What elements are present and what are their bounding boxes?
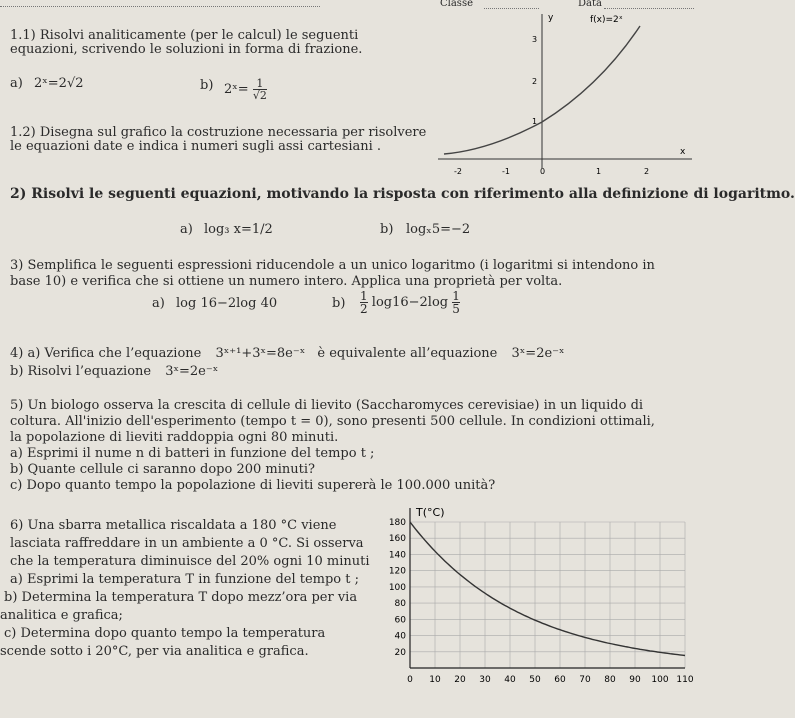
graph1-x-tick: 2 (644, 167, 650, 176)
ex1-b-equation (224, 78, 267, 101)
graph1-x-tick: 1 (596, 167, 602, 176)
ex2-b-label: b) (380, 222, 394, 237)
ex6-line2: lasciata raffreddare in un ambiente a 0 °C. Si osserva (10, 536, 364, 551)
ex3-line1: 3) Semplifica le seguenti espressioni riducendole a un unico logaritmo (i logaritmi si intendono in (10, 258, 655, 273)
graph1-y-label: y (548, 13, 554, 23)
graph1-x-tick: 0 (540, 167, 546, 176)
ex4-line1-text: 4) a) Verifica che l’equazione (10, 346, 202, 361)
graph1-y-tick-labels (532, 35, 537, 126)
graph1-x-tick: -1 (502, 167, 510, 176)
ex4-line1 (10, 346, 565, 361)
header-line (0, 0, 320, 7)
ex4-line1-equation2: 3ˣ=2e⁻ˣ (511, 346, 565, 361)
ex1-title2: equazioni, scrivendo le soluzioni in forma di frazione. (10, 42, 363, 57)
ex2-a-equation: log₃ x=1/2 (204, 222, 273, 237)
ex3-a-label: a) (152, 296, 165, 311)
chart-x-tick-label: 30 (479, 675, 491, 685)
ex6-line3: che la temperatura diminuisce del 20% ogni 10 minuti (10, 554, 370, 569)
ex2-title: 2) Risolvi le seguenti equazioni, motivando la risposta con riferimento alla definizione di logaritmo. (10, 186, 795, 202)
chart-y-tick-label: 60 (394, 615, 406, 626)
ex2-a-label: a) (180, 222, 193, 237)
ex3-b-num2: 1 (452, 289, 460, 303)
chart-x-tick-label: 70 (579, 675, 591, 685)
ex6-line1: 6) Una sbarra metallica riscaldata a 180 °C viene (10, 518, 337, 533)
chart-y-tick-label: 100 (388, 582, 406, 593)
chart-y-tick-label: 20 (394, 647, 406, 658)
ex2-b-equation: logₓ5=−2 (406, 222, 471, 237)
graph1-y-tick: 2 (532, 77, 538, 86)
chart-x-tick-label: 80 (604, 675, 616, 685)
chart-y-tick-label: 180 (388, 518, 406, 528)
graph1-y-tick: 1 (532, 117, 538, 126)
ex4-line1-text2: è equivalente all’equazione (317, 346, 498, 361)
ex6-line5: b) Determina la temperatura T dopo mezz’ora per via (4, 590, 358, 605)
ex3-a-equation: log 16−2log 40 (176, 296, 278, 311)
temperature-chart (380, 500, 696, 700)
ex6-line7: c) Determina dopo quanto tempo la temperatura (4, 626, 326, 641)
ex1-part2-line1: 1.2) Disegna sul grafico la costruzione necessaria per risolvere (10, 125, 427, 140)
chart-x-tick-label: 110 (676, 675, 694, 685)
ex5-line5: b) Quante cellule ci saranno dopo 200 minuti? (10, 462, 315, 477)
ex5-line2: coltura. All'inizio dell'esperimento (tempo t = 0), sono presenti 500 cellule. In condizioni ottimali, (10, 414, 655, 429)
date-label: Data (578, 0, 602, 9)
ex4-line1-equation: 3ˣ⁺¹+3ˣ=8e⁻ˣ (215, 346, 306, 361)
class-label: Classe (440, 0, 473, 9)
graph1-x-label: x (680, 147, 686, 157)
ex5-line1: 5) Un biologo osserva la crescita di cellule di lievito (Saccharomyces cerevisiae) in un liquido di (10, 398, 644, 413)
chart-y-tick-label: 80 (394, 599, 406, 610)
ex3-b-mid: log16−2log (371, 295, 449, 310)
chart-x-tick-label: 100 (651, 675, 669, 685)
graph1-y-tick: 3 (532, 35, 538, 44)
ex4-line2-equation: 3ˣ=2e⁻ˣ (165, 364, 219, 379)
ex6-line8: scende sotto i 20°C, per via analitica e grafica. (0, 644, 309, 659)
ex4-line2 (10, 364, 218, 379)
ex5-line6: c) Dopo quanto tempo la popolazione di lieviti supererà le 100.000 unità? (10, 478, 496, 493)
ex3-b-label: b) (332, 296, 346, 311)
ex6-line6: analitica e grafica; (0, 608, 123, 623)
chart-y-tick-label: 120 (388, 566, 406, 577)
graph1-x-tick: -2 (454, 167, 462, 176)
chart-y-tick-label: 40 (394, 631, 406, 642)
ex1-b-den: √2 (252, 89, 267, 102)
chart-x-tick-label: 40 (504, 675, 516, 685)
ex3-line2: base 10) e verifica che si ottiene un numero intero. Applica una proprietà per volta. (10, 274, 563, 289)
ex5-line3: la popolazione di lieviti raddoppia ogni 80 minuti. (10, 430, 339, 445)
chart-x-tick-label: 60 (554, 675, 566, 685)
chart-x-tick-label: 50 (529, 675, 541, 685)
ex5-line4: a) Esprimi il nume n di batteri in funzione del tempo t ; (10, 446, 375, 461)
ex3-b-den: 2 (360, 302, 368, 316)
chart-y-tick-label: 160 (388, 534, 406, 545)
ex4-line2-text: b) Risolvi l’equazione (10, 364, 152, 379)
ex6-line4: a) Esprimi la temperatura T in funzione del tempo t ; (10, 572, 360, 587)
ex3-b-num: 1 (360, 289, 368, 303)
ex1-b-label: b) (200, 78, 214, 93)
chart-x-tick-label: 10 (429, 675, 441, 685)
chart-x-tick-label: 20 (454, 675, 466, 685)
chart-x-tick-label: 0 (407, 675, 413, 685)
ex1-b-num: 1 (253, 78, 267, 90)
ex1-part2-line2: le equazioni date e indica i numeri sugli assi cartesiani . (10, 139, 382, 154)
ex1-a-equation: 2ˣ=2√2 (34, 76, 84, 91)
ex1-a-label: a) (10, 76, 23, 91)
graph1-x-tick-labels (454, 167, 649, 176)
ex3-b-den2: 5 (452, 302, 460, 316)
ex1-title: 1.1) Risolvi analiticamente (per le calcul) le seguenti (10, 28, 359, 43)
ex3-b-equation (360, 290, 460, 315)
ex1-b-left: 2ˣ= (224, 82, 249, 97)
chart-x-tick-label: 90 (629, 675, 641, 685)
chart-y-tick-label: 140 (388, 550, 406, 561)
chart-y-label: T(°C) (416, 506, 445, 519)
graph-2x (430, 4, 696, 182)
graph1-f-label: f(x)=2ˣ (590, 15, 623, 25)
